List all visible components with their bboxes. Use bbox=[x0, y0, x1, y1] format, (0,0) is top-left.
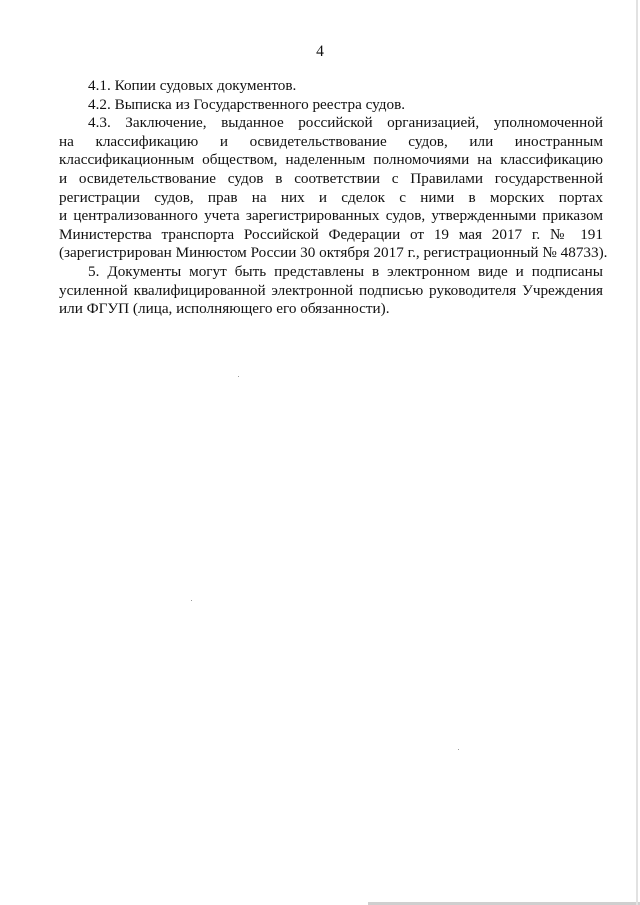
paragraph-4-3-line: классификационным обществом, наделенным полномочиями на классификацию bbox=[59, 151, 603, 169]
scan-speck bbox=[238, 376, 239, 377]
document-body bbox=[59, 77, 608, 319]
paragraph-5 bbox=[59, 263, 603, 319]
scan-speck bbox=[458, 749, 459, 750]
paragraph-5-line: 5. Документы могут быть представлены в электронном виде и подписаны bbox=[88, 262, 603, 280]
paragraph-4-3-line: (зарегистрирован Минюстом России 30 октября 2017 г., регистрационный № 48733). bbox=[59, 244, 608, 262]
paragraph-4-3-line: регистрации судов, прав на них и сделок с ними в морских портах bbox=[59, 188, 603, 206]
paragraph-4-1: 4.1. Копии судовых документов. bbox=[88, 77, 297, 94]
paragraph-4-3-line: Министерства транспорта Российской Федерации от 19 мая 2017 г. № 191 bbox=[59, 225, 603, 243]
paragraph-4-3-line: на классификацию и освидетельствование судов, или иностранным bbox=[59, 132, 603, 150]
paragraph-4-3-line: и освидетельствование судов в соответствии с Правилами государственной bbox=[59, 169, 603, 187]
paragraph-4-2: 4.2. Выписка из Государственного реестра судов. bbox=[88, 95, 406, 113]
paragraph-5-line: или ФГУП (лица, исполняющего его обязанности). bbox=[59, 300, 390, 318]
scan-speck bbox=[191, 600, 192, 601]
paragraph-4-3-line: 4.3. Заключение, выданное российской организацией, уполномоченной bbox=[88, 114, 603, 132]
paragraph-5-line: усиленной квалифицированной электронной подписью руководителя Учреждения bbox=[59, 281, 603, 299]
paragraph-4-3 bbox=[59, 114, 608, 263]
paragraph-4-3-line: и централизованного учета зарегистрированных судов, утвержденными приказом bbox=[59, 207, 603, 225]
page-number: 4 bbox=[316, 43, 324, 60]
scan-edge-shadow bbox=[636, 0, 638, 905]
